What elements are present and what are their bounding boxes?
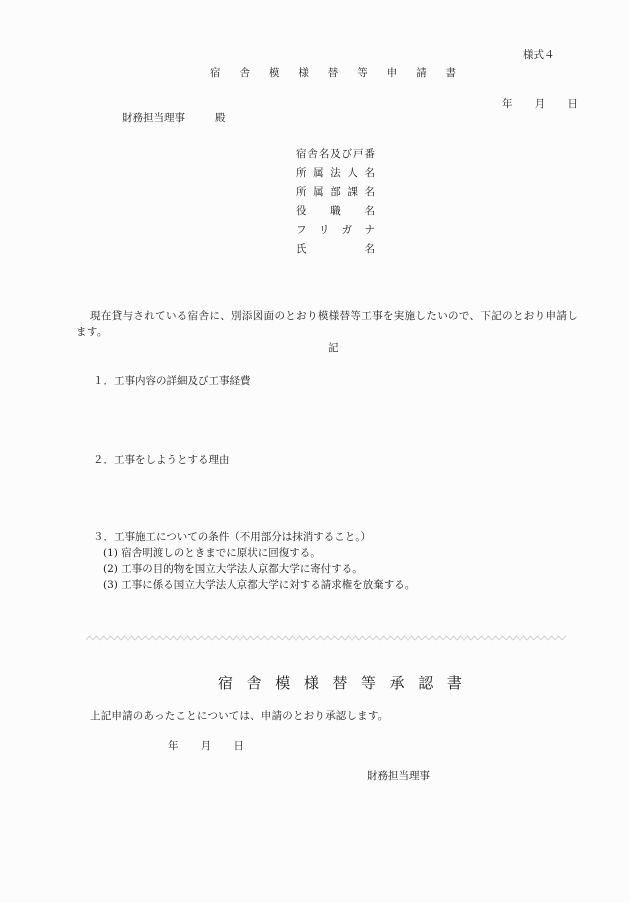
- label-char: 属: [313, 167, 324, 179]
- title-char: 舎: [239, 67, 250, 79]
- title-char: 模: [275, 674, 291, 692]
- condition-3: (3) 工事に係る国立大学法人京都大学に対する請求権を放棄する。: [103, 579, 416, 591]
- zigzag-separator: [86, 633, 568, 643]
- field-corporation-name: [296, 167, 375, 186]
- approval-title: [218, 672, 462, 693]
- label-char: 属: [313, 186, 324, 198]
- label-char: 名: [318, 148, 330, 160]
- honorific: 殿: [215, 112, 226, 124]
- title-char: 等: [361, 674, 377, 692]
- label-char: 法: [330, 167, 341, 179]
- approval-signer: 財務担当理事: [367, 770, 430, 782]
- application-date: [502, 96, 578, 111]
- label-char: 宿: [296, 148, 307, 160]
- title-char: 舎: [246, 674, 262, 692]
- label-char: 課: [347, 186, 358, 198]
- label-char: 舎: [307, 148, 318, 160]
- label-char: 人: [347, 167, 358, 179]
- label-char: 名: [364, 186, 375, 198]
- title-char: 等: [357, 67, 368, 79]
- title-char: 書: [445, 67, 456, 79]
- label-char: び: [341, 148, 353, 160]
- label-char: 職: [330, 205, 341, 217]
- condition-2: (2) 工事の目的物を国立大学法人京都大学に寄付する。: [103, 563, 363, 575]
- form-number: 様式４: [523, 49, 555, 61]
- field-dormitory-name-unit: [296, 148, 375, 167]
- title-char: 認: [418, 674, 434, 692]
- title-char: 模: [268, 67, 280, 79]
- title-char: 宿: [218, 674, 234, 692]
- item-work-details: １．工事内容の詳細及び工事経費: [93, 375, 251, 387]
- label-char: 所: [296, 167, 307, 179]
- month-label: 月: [200, 740, 212, 752]
- addressee: [122, 110, 226, 125]
- approval-date: [168, 738, 244, 753]
- title-char: 様: [303, 674, 319, 692]
- label-char: 役: [296, 205, 307, 217]
- title-char: 請: [416, 67, 427, 79]
- item-work-conditions: ３．工事施工についての条件（不用部分は抹消すること。）: [93, 531, 372, 543]
- label-char: ナ: [364, 224, 375, 236]
- label-char: 所: [296, 186, 307, 198]
- label-char: 名: [364, 205, 375, 217]
- year-label: 年: [502, 98, 513, 110]
- title-char: 様: [298, 67, 309, 79]
- day-label: 日: [233, 740, 244, 752]
- field-department-name: [296, 186, 375, 205]
- title-char: 書: [446, 674, 462, 692]
- approval-statement: 上記申請のあったことについては、申請のとおり承認します。: [90, 710, 389, 722]
- label-char: 名: [364, 243, 375, 255]
- ki-heading: 記: [328, 342, 339, 354]
- field-name: [296, 243, 375, 262]
- label-char: 氏: [296, 243, 307, 255]
- request-paragraph: 現在貸与されている宿舎に、別添図面のとおり模様替等工事を実施したいので、下記のとおり申請します。: [76, 310, 579, 338]
- month-label: 月: [534, 98, 546, 110]
- title-char: 宿: [210, 67, 221, 79]
- day-label: 日: [567, 98, 578, 110]
- field-position: [296, 205, 375, 224]
- title-char: 申: [386, 67, 398, 79]
- item-work-reason: ２．工事をしようとする理由: [93, 454, 230, 466]
- title-char: 承: [389, 674, 405, 692]
- condition-1: (1) 宿舎明渡しのときまでに原状に回復する。: [103, 547, 321, 559]
- title-char: 替: [327, 67, 339, 79]
- label-char: 及: [330, 148, 341, 160]
- label-char: 名: [364, 167, 375, 179]
- title-char: 替: [332, 674, 348, 692]
- label-char: ガ: [341, 224, 353, 236]
- addressee-title: 財務担当理事: [122, 112, 185, 124]
- label-char: リ: [318, 224, 330, 236]
- label-char: 部: [330, 186, 341, 198]
- application-title: [210, 65, 456, 80]
- field-furigana: [296, 224, 375, 243]
- year-label: 年: [168, 740, 179, 752]
- label-char: 番: [364, 148, 375, 160]
- applicant-fields: [296, 148, 375, 262]
- label-char: 戸: [353, 148, 364, 160]
- label-char: フ: [296, 224, 307, 236]
